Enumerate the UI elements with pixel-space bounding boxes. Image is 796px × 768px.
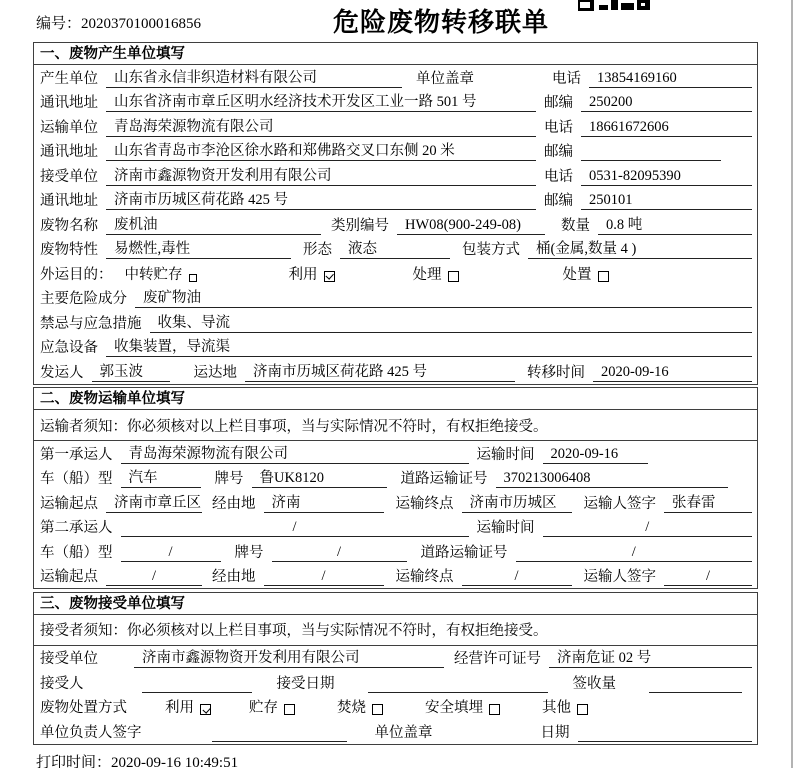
row-waste-property xyxy=(34,237,757,262)
page-edge-line xyxy=(791,0,793,768)
producer-phone-value: 13854169160 xyxy=(589,70,752,88)
transporter-label: 运输单位 xyxy=(40,119,98,136)
producer-zip-value: 250200 xyxy=(581,94,752,112)
producer-seal-label: 单位盖章 xyxy=(416,70,474,87)
vehicle1-label: 车（船）型 xyxy=(40,471,113,487)
transporter-zip-label: 邮编 xyxy=(544,144,573,160)
transport-notice: 运输者须知：你必须核对以上栏目事项，当与实际情况不符时，有权拒绝接受。 xyxy=(34,410,757,441)
responsible-sign-label: 单位负责人签字 xyxy=(40,724,142,741)
route2-via-label: 经由地 xyxy=(212,569,256,585)
road-license2-value: / xyxy=(516,544,753,562)
disposal-method-label: 废物处置方式 xyxy=(40,700,127,716)
manifest-form xyxy=(33,42,758,747)
section-receiver-title: 三、废物接受单位填写 xyxy=(34,593,757,615)
qr-code-fragment xyxy=(578,0,652,11)
purpose-option-storage-label: 中转贮存 xyxy=(124,266,183,283)
emergency-equipment-value: 收集装置，导流渠 xyxy=(106,335,752,357)
print-time-label: 打印时间： xyxy=(36,755,112,768)
carrier2-time-label: 运输时间 xyxy=(476,520,535,536)
checkbox-disposal-store xyxy=(284,704,295,715)
disposal-option-use-label: 利用 xyxy=(165,700,194,716)
waste-property-label: 废物特性 xyxy=(40,242,98,258)
receiver-phone-label: 电话 xyxy=(544,168,573,185)
unit-seal-label: 单位盖章 xyxy=(374,724,433,741)
purpose-option-dispose-label: 处置 xyxy=(562,266,592,283)
row-responsible-signature xyxy=(34,719,757,744)
purpose-option-use-label: 利用 xyxy=(288,266,318,283)
row-receiver-address xyxy=(34,188,757,213)
purpose-label: 外运目的： xyxy=(40,266,113,283)
emergency-equipment-label: 应急设备 xyxy=(40,340,98,356)
doc-number xyxy=(36,12,201,33)
section-transport xyxy=(33,387,758,589)
road-license1-label: 道路运输证号 xyxy=(400,471,488,487)
checkbox-use xyxy=(324,271,335,282)
route1-sign-value: 张春雷 xyxy=(664,491,752,513)
row-disposal-method xyxy=(34,695,757,720)
waste-form-label: 形态 xyxy=(303,242,332,258)
row-carrier1 xyxy=(34,441,757,466)
route2-start-value: / xyxy=(106,568,202,586)
checkbox-disposal-landfill xyxy=(489,704,500,715)
disposal-option-other-label: 其他 xyxy=(542,700,571,716)
section-producer xyxy=(33,42,758,385)
producer-value: 山东省永信非织造材料有限公司 xyxy=(106,66,402,88)
checkbox-treat xyxy=(448,271,459,282)
disposal-option-landfill-label: 安全填埋 xyxy=(425,700,483,716)
waste-property-value: 易燃性,毒性 xyxy=(106,237,291,259)
accept-amount-value xyxy=(649,676,742,693)
row-accept-unit xyxy=(34,646,757,671)
section-transport-title: 二、废物运输单位填写 xyxy=(34,388,757,410)
transporter-phone-label: 电话 xyxy=(544,119,573,136)
section-receiver xyxy=(33,592,758,745)
hazard-value: 废矿物油 xyxy=(135,286,752,308)
carrier2-label: 第二承运人 xyxy=(40,520,113,536)
waste-name-label: 废物名称 xyxy=(40,217,98,234)
producer-phone-label: 电话 xyxy=(552,70,581,87)
route1-sign-label: 运输人签字 xyxy=(583,495,656,512)
transporter-address-label: 通讯地址 xyxy=(40,144,98,160)
route1-end-label: 运输终点 xyxy=(395,495,454,512)
road-license1-value: 370213006408 xyxy=(496,470,728,488)
route1-end-value: 济南市历城区 xyxy=(462,491,572,513)
transporter-value: 青岛海荣源物流有限公司 xyxy=(106,115,536,137)
route2-start-label: 运输起点 xyxy=(40,569,98,585)
route2-end-value: / xyxy=(462,568,572,586)
permit-label: 经营许可证号 xyxy=(454,651,541,667)
dispatcher-label: 发运人 xyxy=(40,364,84,381)
carrier1-value: 青岛海荣源物流有限公司 xyxy=(121,442,469,464)
doc-number-label: 编号： xyxy=(36,16,82,32)
carrier1-time-label: 运输时间 xyxy=(476,446,535,463)
seal-date-label: 日期 xyxy=(540,724,570,741)
row-accept-person xyxy=(34,670,757,695)
vehicle2-label: 车（船）型 xyxy=(40,544,113,561)
carrier1-time-value: 2020-09-16 xyxy=(543,446,648,464)
vehicle2-value: / xyxy=(121,544,221,562)
receiver-zip-label: 邮编 xyxy=(544,193,573,209)
row-route2 xyxy=(34,564,757,589)
receiver-address-label: 通讯地址 xyxy=(40,193,98,209)
waste-quantity-value: 0.8 吨 xyxy=(598,213,752,235)
plate2-label: 牌号 xyxy=(234,544,264,561)
row-transporter-address xyxy=(34,139,757,164)
receiver-address-value: 济南市历城区荷花路 425 号 xyxy=(106,188,536,210)
disposal-option-incinerate-label: 焚烧 xyxy=(337,700,366,716)
plate1-label: 牌号 xyxy=(214,471,244,487)
row-producer-address xyxy=(34,90,757,115)
route2-end-label: 运输终点 xyxy=(395,569,454,585)
row-hazard xyxy=(34,286,757,311)
row-dispatch xyxy=(34,359,757,384)
plate1-value: 鲁UK8120 xyxy=(252,466,387,488)
checkbox-disposal-incinerate xyxy=(372,704,383,715)
row-vehicle1 xyxy=(34,466,757,491)
receiver-phone-value: 0531-82095390 xyxy=(581,168,752,186)
print-time-value: 2020-09-16 10:49:51 xyxy=(111,755,239,768)
print-time xyxy=(36,751,238,768)
waste-category-value: HW08(900-249-08) xyxy=(397,217,545,235)
accept-person-value xyxy=(142,676,252,693)
permit-value: 济南危证 02 号 xyxy=(549,646,752,668)
carrier2-time-value: / xyxy=(543,519,753,537)
section-producer-title: 一、废物产生单位填写 xyxy=(34,43,757,65)
packing-value: 桶(金属,数量 4 ) xyxy=(528,237,752,259)
accept-date-value xyxy=(368,676,548,693)
emergency-measures-value: 收集、导流 xyxy=(150,311,753,333)
doc-number-value: 2020370100016856 xyxy=(81,16,202,32)
waste-category-label: 类别编号 xyxy=(331,217,389,234)
row-transporter xyxy=(34,114,757,139)
producer-address-label: 通讯地址 xyxy=(40,95,98,111)
row-receiver xyxy=(34,163,757,188)
plate2-value: / xyxy=(272,544,407,562)
transporter-zip-value xyxy=(581,144,721,161)
receiver-value: 济南市鑫源物资开发利用有限公司 xyxy=(106,164,536,186)
row-emergency-measures xyxy=(34,310,757,335)
waste-form-value: 液态 xyxy=(340,237,450,259)
checkbox-disposal-other xyxy=(577,704,588,715)
emergency-measures-label: 禁忌与应急措施 xyxy=(40,315,142,332)
checkbox-disposal-use xyxy=(200,704,211,715)
carrier1-label: 第一承运人 xyxy=(40,446,113,463)
accept-person-label: 接受人 xyxy=(40,675,84,692)
producer-address-value: 山东省济南市章丘区明水经济技术开发区工业一路 501 号 xyxy=(106,90,536,112)
checkbox-transfer-storage xyxy=(189,274,197,282)
receiver-zip-value: 250101 xyxy=(581,192,752,210)
route2-via-value: / xyxy=(264,568,384,586)
purpose-option-treat-label: 处理 xyxy=(412,266,442,283)
row-producer xyxy=(34,65,757,90)
route1-start-value: 济南市章丘区 xyxy=(106,491,202,513)
route2-sign-value: / xyxy=(664,568,752,586)
page-title: 危险废物转移联单 xyxy=(333,8,550,37)
route1-via-label: 经由地 xyxy=(212,495,256,512)
route2-sign-label: 运输人签字 xyxy=(583,569,656,585)
accept-date-label: 接受日期 xyxy=(276,675,335,692)
carrier2-value: / xyxy=(121,519,469,537)
route1-via-value: 济南 xyxy=(264,491,384,513)
receiver-label: 接受单位 xyxy=(40,168,98,185)
transfer-time-label: 转移时间 xyxy=(527,364,585,381)
destination-value: 济南市历城区荷花路 425 号 xyxy=(245,360,515,382)
disposal-option-store-label: 贮存 xyxy=(249,700,278,716)
accept-amount-label: 签收量 xyxy=(572,675,616,692)
seal-date-value xyxy=(578,725,753,742)
waste-quantity-label: 数量 xyxy=(561,217,590,234)
row-vehicle2 xyxy=(34,539,757,564)
packing-label: 包装方式 xyxy=(462,242,520,258)
transfer-time-value: 2020-09-16 xyxy=(593,364,752,382)
road-license2-label: 道路运输证号 xyxy=(420,544,508,561)
receiver-notice: 接受者须知：你必须核对以上栏目事项，当与实际情况不符时，有权拒绝接受。 xyxy=(34,615,757,646)
row-emergency-equipment xyxy=(34,335,757,360)
destination-label: 运达地 xyxy=(193,364,237,381)
row-waste-name xyxy=(34,212,757,237)
accept-unit-value: 济南市鑫源物资开发利用有限公司 xyxy=(134,646,444,668)
producer-label: 产生单位 xyxy=(40,70,98,87)
responsible-sign-value xyxy=(212,725,347,742)
producer-zip-label: 邮编 xyxy=(544,95,573,111)
row-route1 xyxy=(34,490,757,515)
route1-start-label: 运输起点 xyxy=(40,495,98,512)
checkbox-dispose xyxy=(598,271,609,282)
row-purpose xyxy=(34,261,757,286)
vehicle1-value: 汽车 xyxy=(121,466,201,488)
transporter-phone-value: 18661672606 xyxy=(581,119,752,137)
accept-unit-label: 接受单位 xyxy=(40,651,98,667)
transporter-address-value: 山东省青岛市李沧区徐水路和郑佛路交叉口东侧 20 米 xyxy=(106,139,536,161)
row-carrier2 xyxy=(34,515,757,540)
dispatcher-value: 郭玉波 xyxy=(92,360,170,382)
hazard-label: 主要危险成分 xyxy=(40,291,127,307)
waste-name-value: 废机油 xyxy=(106,213,321,235)
